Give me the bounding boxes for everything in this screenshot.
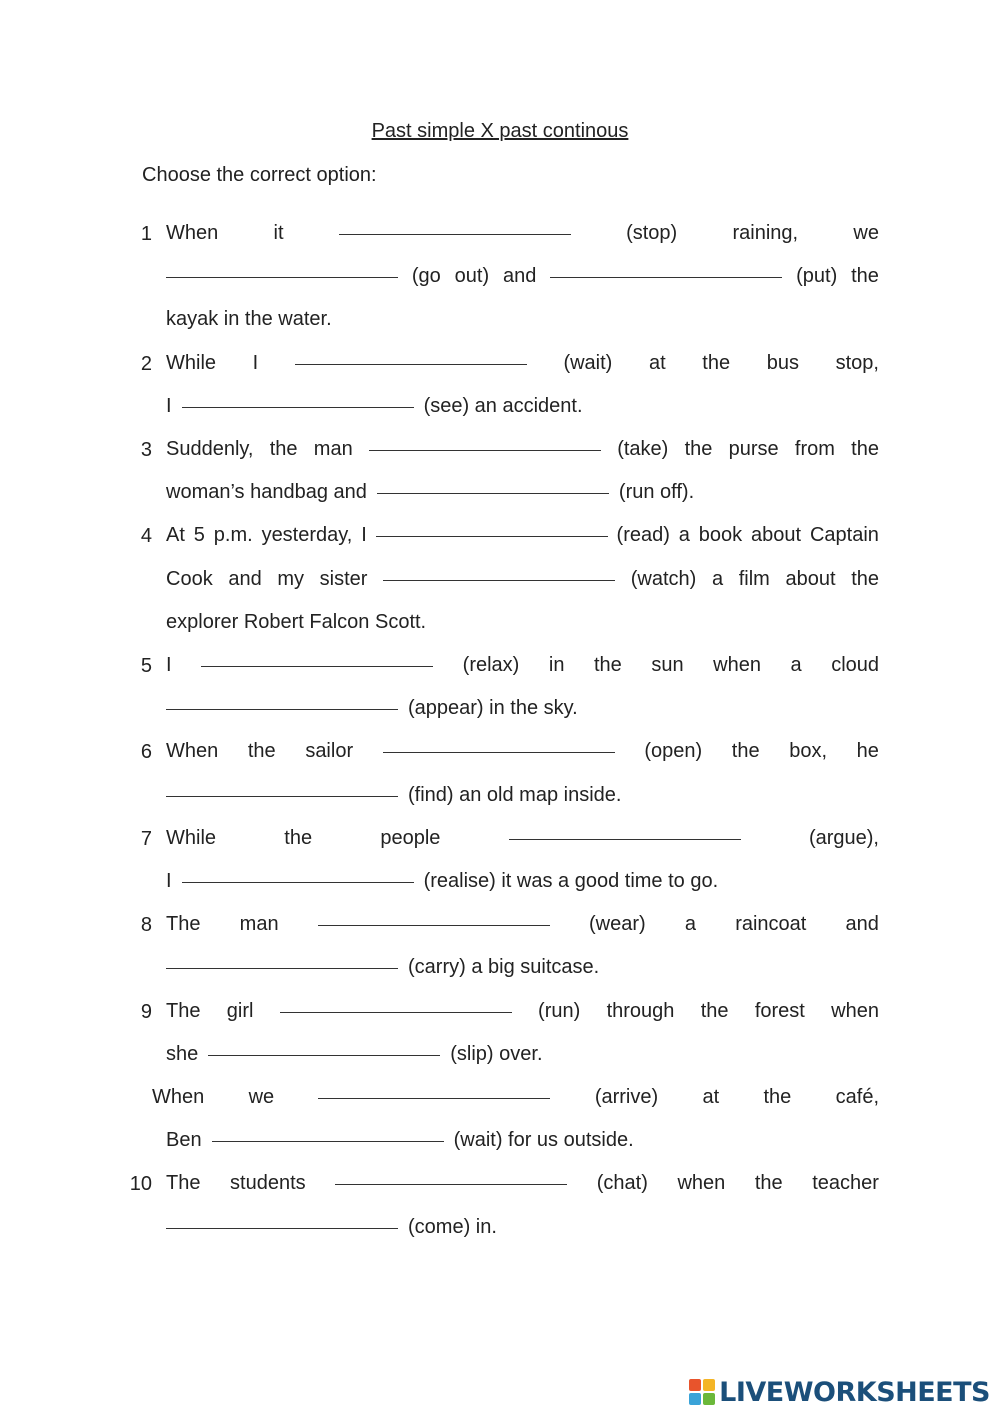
answer-blank-input[interactable] (201, 646, 433, 667)
exercise-line (152, 1076, 879, 1119)
exercise-text: explorer Robert Falcon Scott. (166, 610, 427, 633)
exercise-text: a (684, 913, 696, 936)
exercise-text: the (731, 740, 760, 763)
exercise-number: 2 (140, 352, 152, 375)
exercise-line (166, 428, 879, 471)
exercise-text: from (794, 438, 835, 460)
exercise-text: When (152, 1086, 205, 1108)
exercise-text: man (313, 438, 353, 460)
exercise-text: the (702, 351, 731, 374)
exercise-text: book (698, 524, 743, 547)
answer-blank-input[interactable] (212, 1121, 444, 1142)
exercise-text: students (230, 1172, 306, 1195)
logo-square-4 (703, 1393, 715, 1405)
answer-blank-input[interactable] (377, 473, 609, 494)
exercise-text: the (684, 438, 713, 460)
answer-blank-input[interactable] (376, 516, 608, 537)
answer-blank-input[interactable] (550, 257, 782, 278)
instruction-text: Choose the correct option: (142, 164, 377, 186)
exercise-line (166, 774, 879, 817)
exercise-text: at (648, 351, 666, 374)
exercise-text: (take) (617, 438, 669, 460)
exercise-line (166, 601, 879, 644)
exercise-text: (read) (616, 524, 670, 547)
exercise-text: when (677, 1172, 726, 1195)
exercise-text: Ben (166, 1129, 202, 1152)
exercise-text: and (228, 567, 262, 590)
answer-blank-input[interactable] (280, 992, 512, 1013)
exercise-text: woman’s handbag and (166, 481, 367, 504)
exercise-line (166, 817, 879, 860)
liveworksheets-logo (689, 1375, 990, 1409)
exercise-text: teacher (812, 1172, 879, 1195)
exercise-number: 8 (140, 914, 152, 937)
exercise-text: film (738, 567, 770, 590)
exercise-text: The (166, 1172, 201, 1195)
answer-blank-input[interactable] (383, 732, 615, 753)
exercise-text: people (380, 826, 441, 849)
exercise-text: we (248, 1086, 275, 1108)
exercise-text: (chat) (596, 1172, 648, 1195)
exercise-text: When (166, 222, 219, 244)
exercise-text: I (166, 394, 172, 417)
answer-blank-input[interactable] (339, 214, 571, 235)
logo-square-2 (703, 1379, 715, 1391)
exercise-text: café, (835, 1086, 879, 1108)
exercise-text: While (166, 351, 217, 374)
exercise-text: girl (226, 999, 254, 1022)
answer-blank-input[interactable] (208, 1035, 440, 1056)
exercise-text: the (594, 654, 622, 676)
exercise-text: (put) (796, 265, 838, 288)
exercise-text: and (845, 913, 879, 936)
exercise-number: 5 (140, 655, 152, 677)
exercise-text: Suddenly, (166, 438, 254, 460)
exercise-text: in (548, 654, 565, 676)
exercise-text: (appear) in the sky. (408, 697, 578, 720)
exercise-text: (relax) (462, 654, 520, 676)
exercise-text: raincoat (735, 913, 807, 936)
answer-blank-input[interactable] (335, 1164, 567, 1185)
exercise-text: the (851, 567, 879, 590)
exercise-text: the (754, 1172, 783, 1195)
exercise-text: Cook (166, 567, 213, 590)
exercise-text: (stop) (626, 222, 678, 244)
exercise-text: my (277, 567, 305, 590)
exercise-text: the (269, 438, 298, 460)
answer-blank-input[interactable] (166, 689, 398, 710)
answer-blank-input[interactable] (166, 257, 398, 278)
exercise-text: (wait) (563, 351, 613, 374)
exercise-line (166, 946, 879, 989)
exercise-text: sun (651, 654, 684, 676)
exercise-text: The (166, 999, 201, 1022)
answer-blank-input[interactable] (318, 905, 550, 926)
exercise-text: 5 (193, 524, 205, 547)
exercise-text: about (785, 567, 836, 590)
exercise-text: through (606, 999, 675, 1022)
exercise-text: at (702, 1086, 720, 1108)
exercise-text: p.m. (213, 524, 253, 547)
answer-blank-input[interactable] (182, 862, 414, 883)
exercise-text: a (790, 654, 802, 676)
exercise-text: I (361, 524, 367, 547)
exercise-text: (run) (538, 999, 581, 1022)
exercise-text: when (831, 999, 879, 1022)
exercise-line (166, 860, 879, 903)
exercise-text: I (166, 654, 172, 676)
exercise-text: the (851, 265, 879, 288)
exercise-text: man (239, 913, 279, 936)
exercise-text: While (166, 826, 217, 849)
answer-blank-input[interactable] (318, 1078, 550, 1099)
answer-blank-input[interactable] (383, 560, 615, 581)
liveworksheets-logo-icon (689, 1379, 715, 1405)
exercise-text: stop, (835, 351, 879, 374)
exercise-text: the (851, 438, 879, 460)
exercise-text: (go (411, 265, 441, 288)
exercise-line (166, 687, 879, 730)
exercise-line (166, 903, 879, 946)
exercise-number: 1 (140, 223, 152, 245)
exercise-text: (realise) it was a good time to go. (423, 870, 719, 892)
logo-square-1 (689, 1379, 701, 1391)
exercise-text: (come) in. (408, 1215, 497, 1238)
exercise-text: a (711, 567, 724, 590)
exercise-text: out) (454, 265, 490, 288)
exercise-text: he (856, 740, 879, 763)
exercise-text: (open) (644, 740, 703, 763)
exercise-number: 3 (140, 439, 152, 461)
exercise-text: sailor (305, 740, 354, 763)
exercise-text: forest (754, 999, 805, 1022)
answer-blank-input[interactable] (295, 344, 527, 365)
logo-square-3 (689, 1393, 701, 1405)
exercise-text: she (166, 1042, 199, 1065)
exercise-text: yesterday, (261, 524, 353, 547)
answer-blank-input[interactable] (369, 430, 601, 451)
exercise-text: I (252, 351, 259, 374)
exercise-text: the (247, 740, 276, 763)
exercise-text: (wear) (588, 913, 646, 936)
exercise-text: about (751, 524, 802, 547)
exercise-text: when (713, 654, 761, 676)
exercise-line (166, 1119, 879, 1162)
answer-blank-input[interactable] (166, 776, 398, 797)
exercise-line (166, 644, 879, 687)
exercise-line (166, 514, 879, 557)
exercise-text: a (678, 524, 690, 547)
exercise-text: At (166, 524, 185, 547)
exercise-line (166, 1206, 879, 1249)
exercise-text: The (166, 913, 201, 936)
exercise-line (166, 730, 879, 773)
exercise-text: (watch) (630, 567, 697, 590)
worksheet-title: Past simple X past continous (371, 120, 629, 142)
exercise-text: we (853, 222, 879, 244)
exercise-number: 4 (140, 525, 152, 548)
exercise-line (166, 255, 879, 298)
exercise-text: sister (319, 567, 368, 590)
exercise-text: bus (766, 351, 799, 374)
answer-blank-input[interactable] (509, 819, 741, 840)
exercise-text: (find) an old map inside. (408, 783, 622, 806)
logo-text: LIVEWORKSHEETS (719, 1376, 990, 1408)
exercise-line (166, 1033, 879, 1076)
exercise-text: (wait) for us outside. (453, 1129, 634, 1152)
exercise-text: (slip) over. (450, 1042, 543, 1065)
exercise-number: 6 (140, 741, 152, 764)
exercise-line (166, 298, 879, 341)
exercise-text: and (503, 265, 537, 288)
exercise-text: the (763, 1086, 792, 1108)
exercise-line (166, 385, 879, 428)
exercise-text: the (284, 826, 313, 849)
exercise-text: (see) an accident. (423, 394, 583, 417)
exercise-text: (run off). (618, 481, 695, 504)
exercise-text: cloud (831, 654, 879, 676)
exercise-line (166, 990, 879, 1033)
answer-blank-input[interactable] (166, 1208, 398, 1229)
exercise-text: Captain (809, 524, 879, 547)
exercise-text: the (700, 999, 729, 1022)
exercise-line (166, 1162, 879, 1205)
exercise-number: 9 (140, 1000, 152, 1023)
exercise-line (166, 342, 879, 385)
answer-blank-input[interactable] (166, 948, 398, 969)
exercise-text: I (166, 870, 172, 892)
exercise-text: purse (728, 438, 779, 460)
exercise-number: 10 (129, 1173, 152, 1196)
exercise-line (166, 558, 879, 601)
answer-blank-input[interactable] (182, 387, 414, 408)
exercise-text: (argue), (808, 826, 879, 849)
exercise-text: raining, (732, 222, 799, 244)
exercise-text: (carry) a big suitcase. (408, 956, 600, 979)
exercise-text: kayak in the water. (166, 308, 332, 331)
exercise-text: (arrive) (594, 1086, 659, 1108)
exercise-number: 7 (140, 827, 152, 850)
exercise-line (166, 212, 879, 255)
exercise-line (166, 471, 879, 514)
exercise-text: When (166, 740, 219, 763)
exercise-text: it (273, 222, 284, 244)
exercise-text: box, (789, 740, 828, 763)
